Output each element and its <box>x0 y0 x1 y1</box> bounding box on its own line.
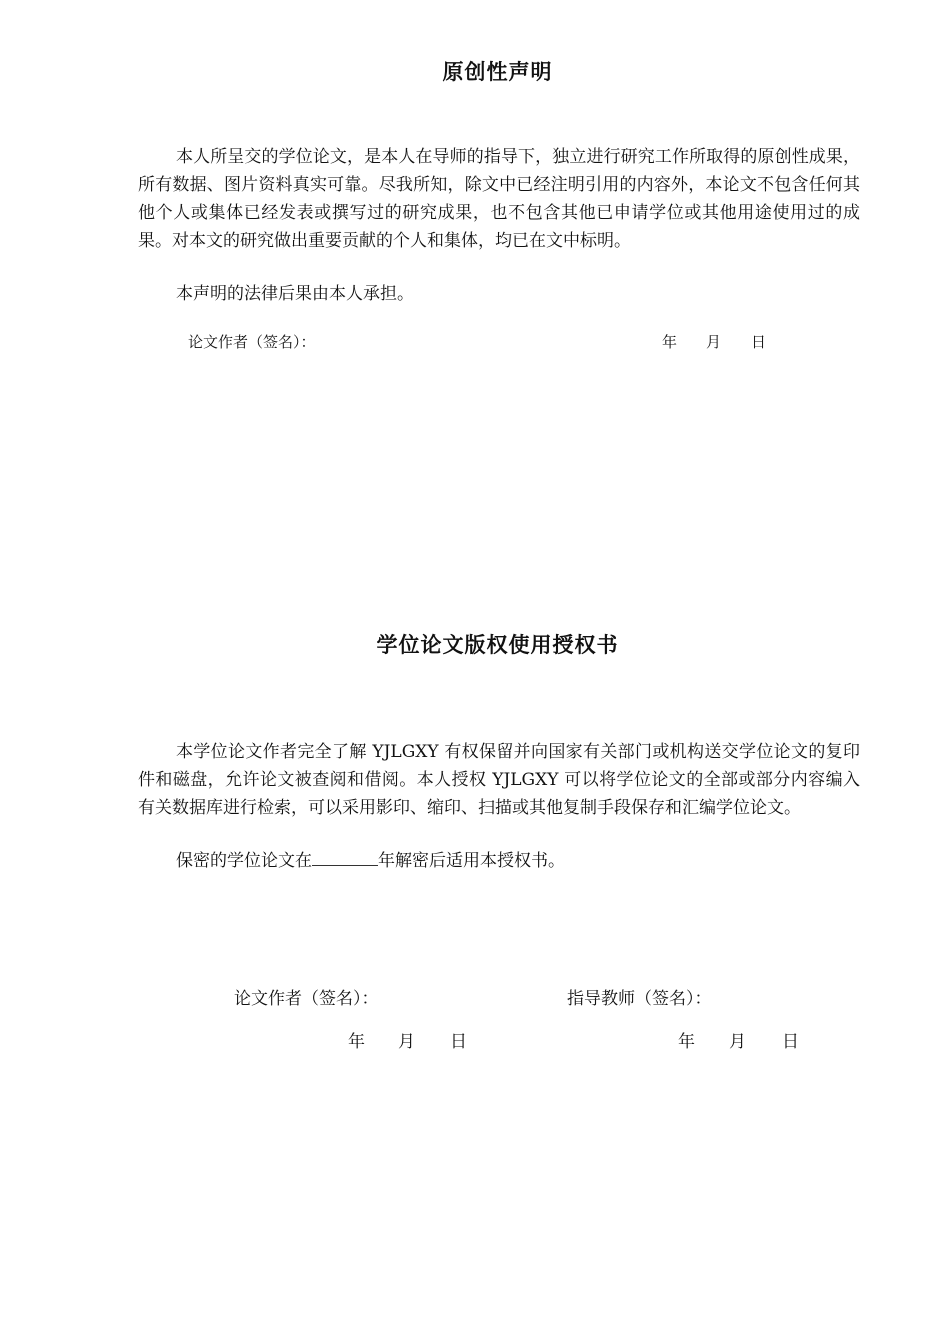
declaration-paragraph: 本人所呈交的学位论文，是本人在导师的指导下，独立进行研究工作所取得的原创性成果，所有数据、图片资料真实可靠。尽我所知，除文中已经注明引用的内容外，本论文不包含任何其他个人或集体已经发表或撰写过的研究成果，也不包含其他已申请学位或其他用途使用过的成果。对本文的研究做出重要贡献的个人和集体，均已在文中标明。 <box>138 147 860 251</box>
confidential-text-before: 保密的学位论文在 <box>176 851 312 871</box>
declaration-author-signature-label: 论文作者（签名）： <box>188 333 316 351</box>
declaration-title: 原创性声明 <box>442 60 553 84</box>
author-date-day: 日 <box>450 1032 467 1052</box>
advisor-date-day: 日 <box>782 1032 799 1052</box>
declaration-date-month: 月 <box>706 333 722 351</box>
declaration-date-year: 年 <box>662 333 678 351</box>
confidential-text-after: 年解密后适用本授权书。 <box>378 851 565 871</box>
author-date-month: 月 <box>398 1032 415 1052</box>
authorization-paragraph: 本学位论文作者完全了解 YJLGXY 有权保留并向国家有关部门或机构送交学位论文的复印件和磁盘，允许论文被查阅和借阅。本人授权 YJLGXY 可以将学位论文的全部或部分内容编入有关数据库进行检索，可以采用影印、缩印、扫描或其他复制手段保存和汇编学位论文。 <box>138 742 860 818</box>
authorization-advisor-signature-label: 指导教师（签名）： <box>567 989 712 1009</box>
confidential-years-blank <box>312 851 378 866</box>
author-date-year: 年 <box>348 1032 365 1052</box>
advisor-date-month: 月 <box>729 1032 746 1052</box>
authorization-author-signature-label: 论文作者（签名）： <box>234 989 379 1009</box>
declaration-date-day: 日 <box>751 333 767 351</box>
declaration-legal-statement: 本声明的法律后果由本人承担。 <box>176 284 414 304</box>
authorization-title: 学位论文版权使用授权书 <box>376 633 619 657</box>
advisor-date-year: 年 <box>678 1032 695 1052</box>
authorization-confidential-statement <box>138 847 860 875</box>
